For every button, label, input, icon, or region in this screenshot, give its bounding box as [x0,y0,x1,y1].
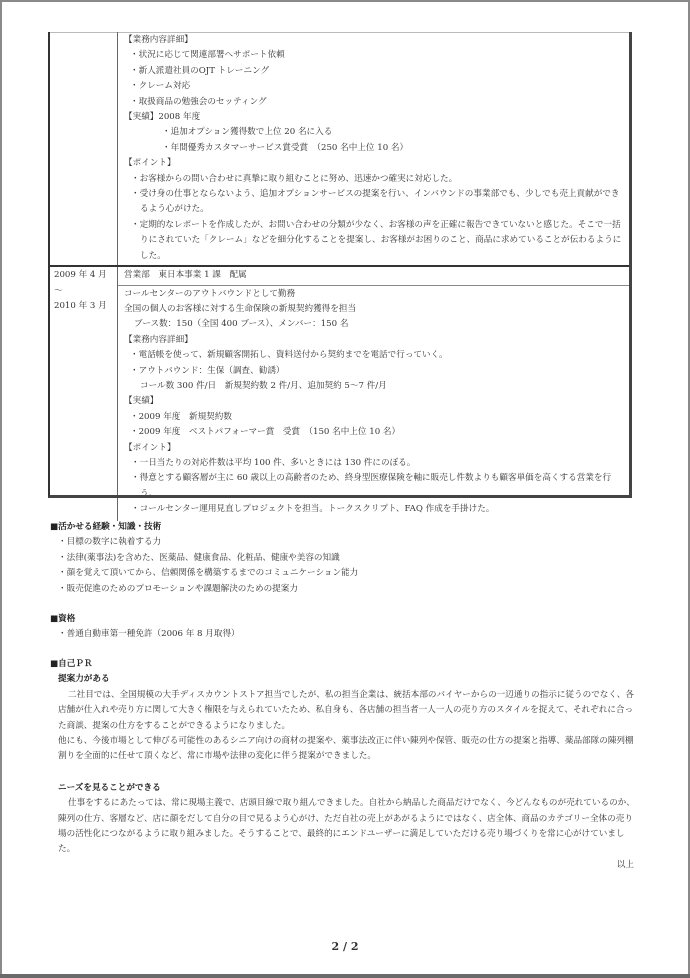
achievement-item: ・2009 年度 ベストパフォーマー賞 受賞 （150 名中上位 10 名） [130,427,401,438]
skill-item: ・顔を覚えて頂いてから、信頼関係を構築するまでのコミュニケーション能力 [58,568,359,579]
self-pr-title: ■自己ＰＲ [50,659,93,669]
detail-item: ・クレーム対応 [130,81,191,92]
pr-paragraph: 仕事をするにあたっては、常に現場主義で、店頭目線で取り組んできました。自社から納品した商品だけでなく、今どんなものが売れているのか、陳列の仕方、客層など、店に顔をだして自分の目で見るよう心がけ、ただ自社の売上があがるようにではなく、店全体、商品のカテゴリー全体の売り場の活性化につながるように取り組みました。そうすることで、最終的にエンドユーザーに満足していただける売り場づくりを常に心がけていました。 [58,798,635,855]
pr-heading: 提案力がある [58,674,110,685]
license-item: ・普通自動車第一種免許（2006 年 8 月取得） [58,629,240,640]
date-from: 2009 年 4 月 [54,270,107,281]
point-item: ・お客様からの問い合わせに真摯に取り組むことに努め、迅速かつ確実に対応した。 [131,173,458,184]
achievement-item: ・年間優秀カスタマーサービス賞受賞 （250 名中上位 10 名） [162,142,409,153]
table-row [48,266,632,521]
self-pr-section [50,657,640,873]
detail-item: コール数 300 件/日 新規契約数 2 件/月、追加契約 5～7 件/月 [140,380,387,391]
point-item: ・一日当たりの対応件数は平均 100 件、多いときには 130 件にのぼる。 [131,457,416,468]
details-cell [118,32,633,266]
detail-item: ・電話帳を使って、新規顧客開拓し、資料送付から契約までを電話で行っていく。 [130,350,448,361]
section-label: 【業務内容詳細】 [124,334,193,345]
section-label: 【ポイント】 [124,442,176,453]
point-item: ・定期的なレポートを作成したが、お問い合わせの分類が少なく、お客様の声を正確に報告できていないと感じた。そこで一括りにされていた「クレーム」などを細分化することを提案し、お客様がお困りのこと、商品に求めていることが伝わるようにした。 [131,219,622,261]
skills-title: ■活かせる経験・知識・技術 [50,522,162,532]
pr-paragraph: 二社目では、全国規模の大手ディスカウントストア担当でしたが、私の担当企業は、統括本部のバイヤーからの一辺通りの指示に従うのでなく、各店舗が仕入れや売り方に関して大きく権限を与えられていたため、私自身も、各店舗の担当者一人一人の売り方のスタイルを捉えて、それぞれに合った商談、提案の仕方をすることができるようになりました。 [58,689,634,731]
pr-heading: ニーズを見ることができる [58,782,161,793]
detail-text: ブース数：150（全国 400 ブース）、メンバー：150 名 [134,319,349,330]
table-row [48,32,632,266]
detail-item: ・新人派遣社員のOJT トレーニング [130,65,270,76]
section-label: 【実績】2008 年度 [124,112,201,123]
page-bottom-edge [0,974,690,978]
licenses-title: ■資格 [50,614,76,624]
closing-text: 以上 [616,859,634,870]
detail-text: コールセンターのアウトバウンドとして勤務 [124,288,296,299]
date-separator: ～ [54,285,63,296]
date-cell [48,32,118,266]
details-body [118,285,632,521]
achievement-item: ・2009 年度 新規契約数 [130,411,232,422]
detail-text: 全国の個人のお客様に対する生命保険の新規契約獲得を担当 [124,303,357,314]
point-item: ・受け身の仕事とならないよう、追加オプションサービスの提案を行い、インバウンドの事業部でも、少しでも売上貢献ができるよう心がけた。 [131,189,620,215]
career-history-table [48,32,632,521]
point-item: ・得意とする顧客層が主に 60 歳以上の高齢者のため、終身型医療保険を軸に販売し件数よりも顧客単価を高くする営業を行う。 [131,473,612,499]
page-number: 2 / 2 [331,940,359,953]
date-cell [48,266,118,521]
skills-section [50,520,640,597]
detail-item: ・アウトバウンド：生保（調査、勧誘） [130,365,285,376]
pr-paragraph: 他にも、今後市場として伸びる可能性のあるシニア向けの商材の提案や、薬事法改正に伴い陳列や保管、販売の仕方の提案と指導、薬品部隊の陳列棚割りを全面的に任せて頂くなど、常に市場や法律の変化に伴う提案ができました。 [58,736,634,762]
department-header: 営業部 東日本事業 1 課 配属 [124,270,247,281]
skill-item: ・法律(薬事法)を含めた、医薬品、健康食品、化粧品、健康や美容の知識 [58,552,340,563]
licenses-section [50,612,640,643]
section-label: 【業務内容詳細】 [124,35,193,45]
skill-item: ・目標の数字に執着する力 [58,537,162,548]
skill-item: ・販売促進のためのプロモーションや課題解決のための提案力 [58,583,298,594]
section-label: 【実績】 [124,396,159,407]
section-label: 【ポイント】 [124,158,176,169]
detail-item: ・状況に応じて関連部署へサポート依頼 [130,50,285,61]
details-cell [118,266,633,521]
point-item: ・コールセンター運用見直しプロジェクトを担当。トークスクリプト、FAQ 作成を手掛けた。 [131,504,495,515]
achievement-item: ・追加オプション獲得数で上位 20 名に入る [162,127,333,138]
date-to: 2010 年 3 月 [54,300,107,311]
detail-item: ・取扱商品の勉強会のセッティング [130,96,267,107]
